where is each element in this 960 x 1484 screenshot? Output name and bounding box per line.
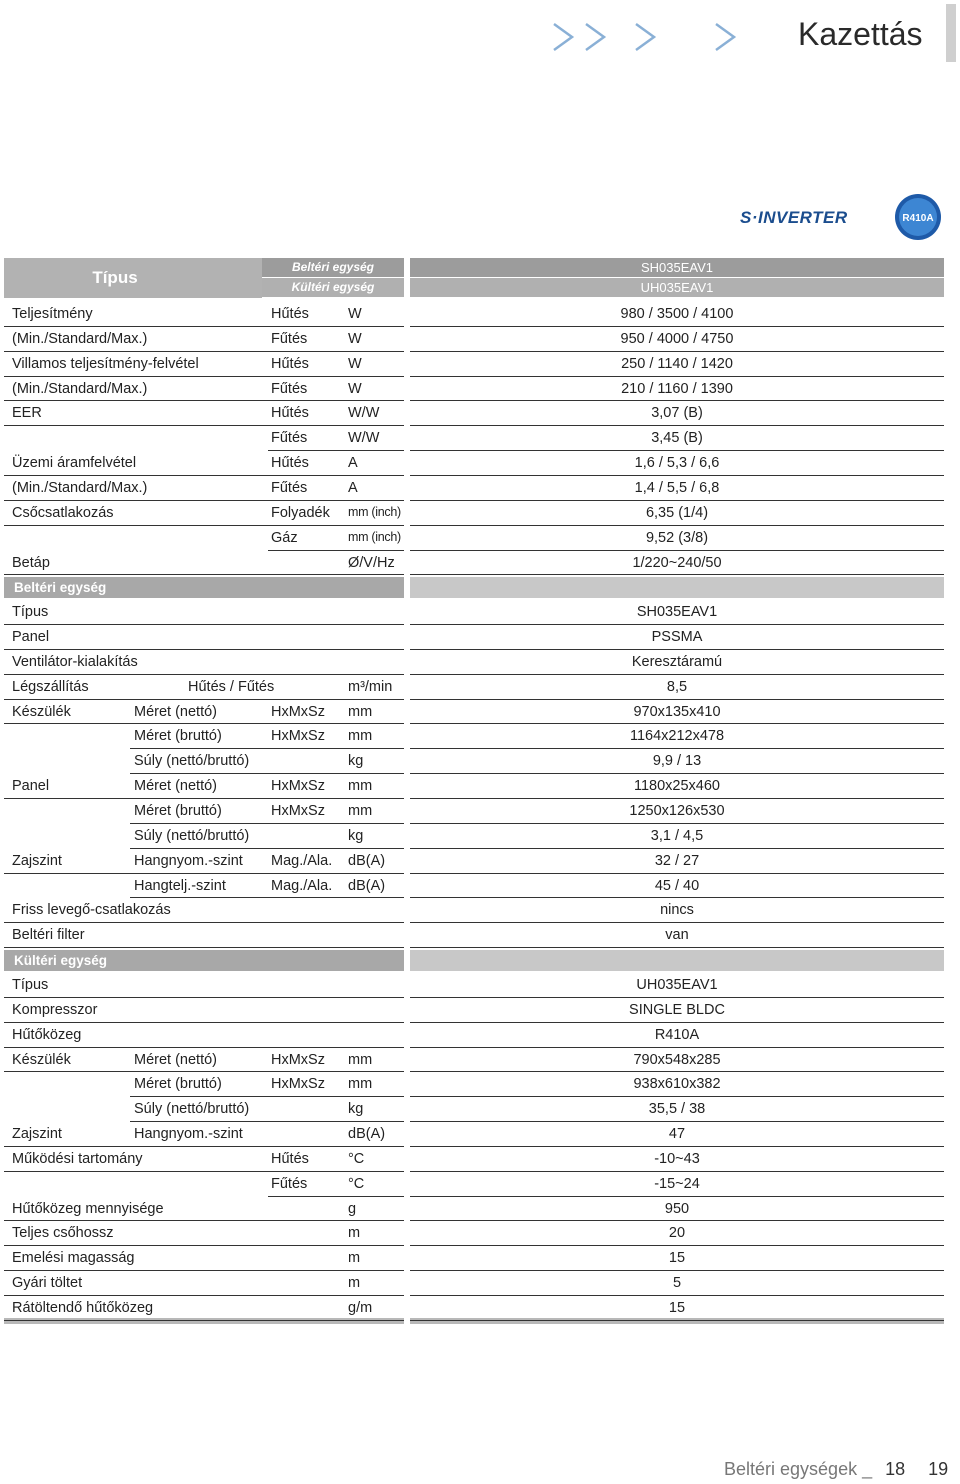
cell-c1: Hangnyom.-szint (134, 852, 243, 869)
cell-label: Hűtőközeg mennyisége (12, 1200, 164, 1217)
row-divider (410, 947, 944, 948)
cell-val: van (665, 927, 689, 944)
cell-val: 8,5 (666, 678, 688, 695)
table-row (0, 1271, 960, 1296)
cell-c3: W/W (348, 430, 380, 447)
table-row (0, 898, 960, 923)
cell-val: 47 (668, 1126, 686, 1143)
cell-label: Beltéri filter (12, 927, 85, 944)
table-row (0, 749, 960, 774)
cell-label: Emelési magasság (12, 1250, 135, 1267)
cell-val: 790x548x285 (633, 1051, 721, 1068)
table-row (0, 724, 960, 749)
cell-c3: g/m (348, 1300, 373, 1316)
cell-label: Zajszint (12, 1126, 62, 1143)
cell-val: 15 (668, 1300, 686, 1316)
cell-label: Kompresszor (12, 1001, 98, 1018)
cell-val: 980 / 3500 / 4100 (620, 306, 734, 322)
table-row (0, 327, 960, 352)
cell-c3: mm (348, 778, 373, 795)
cell-c1: Méret (nettó) (134, 1051, 217, 1068)
cell-c2: Hűtés (271, 355, 309, 372)
cell-val: 35,5 / 38 (648, 1101, 706, 1118)
chevron-right-icon (636, 24, 654, 50)
cell-val: SINGLE BLDC (629, 1001, 725, 1018)
cell-val: SH035EAV1 (636, 604, 718, 621)
table-row (0, 675, 960, 700)
section-header (4, 577, 404, 598)
cell-c1: Súly (nettó/bruttó) (134, 753, 250, 770)
table-row (0, 401, 960, 426)
table-row (0, 1296, 960, 1321)
table-row (0, 551, 960, 576)
cell-label: Üzemi áramfelvétel (12, 455, 137, 472)
cell-val: 45 / 40 (654, 877, 700, 894)
cell-c3: m (348, 1275, 361, 1292)
cell-val: 3,45 (B) (651, 430, 703, 447)
page-number-left: 18 (885, 1459, 906, 1479)
cell-c3: mm (348, 703, 373, 720)
cell-val: 950 / 4000 / 4750 (620, 330, 734, 347)
cell-c1: Hangtelj.-szint (134, 877, 226, 894)
s-inverter-logo: S·INVERTER (740, 208, 848, 227)
cell-c2: Fűtés (271, 479, 308, 496)
chevron-right-icon (554, 24, 572, 50)
cell-label: Csőcsatlakozás (12, 504, 114, 521)
cell-c3: °C (348, 1150, 365, 1167)
table-row (0, 923, 960, 948)
header-model-outdoor: UH035EAV1 (410, 278, 944, 297)
table-row (0, 1147, 960, 1172)
page-footer (724, 1459, 948, 1480)
cell-label: Típus (12, 976, 49, 993)
table-row (0, 1221, 960, 1246)
table-row (0, 377, 960, 402)
table-row (0, 302, 960, 327)
cell-c3: mm (inch) (348, 504, 401, 519)
table-row (0, 650, 960, 675)
table-row (0, 426, 960, 451)
row-divider (4, 574, 404, 575)
cell-c3: mm (348, 1051, 373, 1068)
cell-c2: Hűtés (271, 306, 309, 322)
table-row (0, 1122, 960, 1147)
cell-label: Panel (12, 629, 50, 646)
cell-val: 1,6 / 5,3 / 6,6 (634, 455, 720, 472)
row-divider (410, 574, 944, 575)
cell-c1: Méret (bruttó) (134, 803, 222, 819)
table-row (0, 1072, 960, 1097)
table-row (0, 600, 960, 625)
cell-c3: mm (348, 1076, 373, 1093)
chevron-right-icon (586, 24, 604, 50)
cell-c2: HxMxSz (271, 778, 325, 795)
cell-val: PSSMA (651, 629, 703, 646)
footer-section: Beltéri egységek _ (724, 1459, 873, 1479)
cell-c3: m³/min (348, 678, 393, 695)
cell-c3: W (348, 380, 362, 397)
cell-c2: Fűtés (271, 330, 308, 347)
row-divider (410, 1320, 944, 1321)
cell-c3: mm (inch) (348, 529, 401, 544)
cell-val: -10~43 (654, 1150, 700, 1167)
table-row (0, 476, 960, 501)
cell-c3: m (348, 1225, 361, 1242)
cell-c3: dB(A) (348, 852, 386, 869)
table-row (0, 849, 960, 874)
cell-c2: HxMxSz (271, 1076, 325, 1093)
cell-c2: HxMxSz (271, 728, 325, 745)
cell-label: (Min./Standard/Max.) (12, 330, 148, 347)
cell-val: 20 (668, 1225, 686, 1242)
cell-label: Gyári töltet (12, 1275, 83, 1292)
cell-c3: W/W (348, 405, 380, 422)
cell-c2: Fűtés (271, 1175, 308, 1192)
cell-val: 3,07 (B) (651, 405, 703, 422)
cell-c2: HxMxSz (271, 703, 325, 720)
table-row (0, 501, 960, 526)
badge-text: R410A (902, 213, 934, 224)
cell-val: Keresztáramú (631, 653, 723, 670)
section-header-fill (410, 950, 944, 971)
cell-c3: mm (348, 728, 373, 745)
table-row (0, 526, 960, 551)
cell-label: (Min./Standard/Max.) (12, 479, 148, 496)
cell-c3: A (348, 479, 358, 496)
table-row (0, 824, 960, 849)
cell-val: 15 (668, 1250, 686, 1267)
cell-c2: Fűtés (271, 430, 308, 447)
section-title: Beltéri egység (14, 580, 107, 596)
cell-label: Ventilátor-kialakítás (12, 653, 138, 670)
page-number-right: 19 (928, 1459, 949, 1479)
section-title: Kültéri egység (14, 953, 108, 969)
cell-c1: Méret (bruttó) (134, 1076, 222, 1093)
cell-label: Készülék (12, 1051, 71, 1068)
cell-label: Zajszint (12, 852, 62, 869)
cell-label: Légszállítás (12, 678, 89, 695)
cell-val: -15~24 (654, 1175, 700, 1192)
header-indoor-unit: Beltéri egység (262, 258, 404, 277)
cell-c2: Hűtés (271, 405, 309, 422)
cell-label: Villamos teljesítmény-felvétel (12, 355, 199, 372)
breadcrumb-chevrons (552, 20, 752, 54)
cell-val: 3,1 / 4,5 (650, 827, 704, 844)
cell-val: 5 (672, 1275, 682, 1292)
cell-c3: mm (348, 803, 373, 819)
table-row (0, 1197, 960, 1222)
table-row (0, 1246, 960, 1271)
table-row (0, 1023, 960, 1048)
cell-c3: m (348, 1250, 361, 1267)
cell-c3: kg (348, 827, 364, 844)
table-row (0, 625, 960, 650)
cell-c3: W (348, 306, 362, 322)
row-divider (4, 1320, 404, 1321)
cell-val: UH035EAV1 (636, 976, 718, 993)
cell-label: Készülék (12, 703, 71, 720)
cell-c1: Hangnyom.-szint (134, 1126, 243, 1143)
cell-val: 1,4 / 5,5 / 6,8 (634, 479, 720, 496)
cell-c1: Súly (nettó/bruttó) (134, 1101, 250, 1118)
table-row (0, 1097, 960, 1122)
cell-label: Teljesítmény (12, 306, 93, 322)
cell-val: 950 (664, 1200, 690, 1217)
cell-label: Típus (12, 604, 49, 621)
cell-label: Teljes csőhossz (12, 1225, 114, 1242)
cell-val: 6,35 (1/4) (645, 504, 709, 521)
table-row (0, 874, 960, 899)
cell-c1: Méret (nettó) (134, 703, 217, 720)
page-title: Kazettás (798, 16, 923, 52)
cell-c3: dB(A) (348, 877, 386, 894)
table-row (0, 352, 960, 377)
cell-c2: HxMxSz (271, 1051, 325, 1068)
cell-c2: Folyadék (271, 504, 330, 521)
chevron-right-icon (716, 24, 734, 50)
cell-label: Rátöltendő hűtőközeg (12, 1300, 154, 1316)
cell-val: 938x610x382 (633, 1076, 721, 1093)
cell-val: nincs (660, 902, 694, 919)
cell-c3: kg (348, 1101, 364, 1118)
cell-c3: °C (348, 1175, 365, 1192)
row-divider (4, 947, 404, 948)
cell-c3: W (348, 330, 362, 347)
cell-c1: Méret (nettó) (134, 778, 217, 795)
table-row (0, 1172, 960, 1197)
table-row (0, 451, 960, 476)
table-row (0, 1048, 960, 1073)
cell-val: 1250x126x530 (629, 803, 725, 819)
cell-val: 9,9 / 13 (652, 753, 702, 770)
cell-val: 9,52 (3/8) (645, 529, 709, 546)
cell-val: 1164x212x478 (629, 728, 725, 745)
cell-val: 250 / 1140 / 1420 (621, 355, 733, 372)
header-outdoor-unit: Kültéri egység (262, 278, 404, 297)
table-row (0, 973, 960, 998)
cell-c2: HxMxSz (271, 803, 325, 819)
section-header-fill (410, 577, 944, 598)
cell-c2: Mag./Ala. (271, 852, 333, 869)
cell-c2: Fűtés (271, 380, 308, 397)
cell-c3: kg (348, 753, 364, 770)
cell-c1: Méret (bruttó) (134, 728, 222, 745)
header-model-indoor: SH035EAV1 (410, 258, 944, 277)
cell-label: Hűtőközeg (12, 1026, 82, 1043)
cell-val: 32 / 27 (654, 852, 700, 869)
cell-c2: Mag./Ala. (271, 877, 333, 894)
table-row (0, 998, 960, 1023)
table-row (0, 700, 960, 725)
cell-val: 210 / 1160 / 1390 (621, 380, 733, 397)
type-header: Típus (92, 268, 138, 287)
cell-c2: Gáz (271, 529, 298, 546)
cell-c2: Hűtés (271, 455, 309, 472)
cell-label: Panel (12, 778, 50, 795)
cell-label: Friss levegő-csatlakozás (12, 902, 171, 919)
table-row (0, 774, 960, 799)
cell-label: (Min./Standard/Max.) (12, 380, 148, 397)
table-row (0, 799, 960, 824)
cell-val: R410A (654, 1026, 700, 1043)
cell-val: 970x135x410 (633, 703, 721, 720)
cell-c3: dB(A) (348, 1126, 386, 1143)
cell-label: Betáp (12, 554, 50, 571)
cell-c3: g (348, 1200, 357, 1217)
cell-c3: Ø/V/Hz (348, 554, 395, 571)
cell-c3: W (348, 355, 362, 372)
cell-val: 1180x25x460 (633, 778, 720, 795)
cell-c2: Hűtés (271, 1150, 309, 1167)
cell-mid: Hűtés / Fűtés (188, 678, 275, 695)
cell-c1: Súly (nettó/bruttó) (134, 827, 250, 844)
section-header (4, 950, 404, 971)
r410a-badge-icon (894, 193, 942, 241)
cell-label: EER (12, 405, 42, 422)
cell-val: 1/220~240/50 (632, 554, 722, 571)
cell-c3: A (348, 455, 358, 472)
side-tab-marker (946, 4, 956, 62)
cell-label: Működési tartomány (12, 1150, 143, 1167)
